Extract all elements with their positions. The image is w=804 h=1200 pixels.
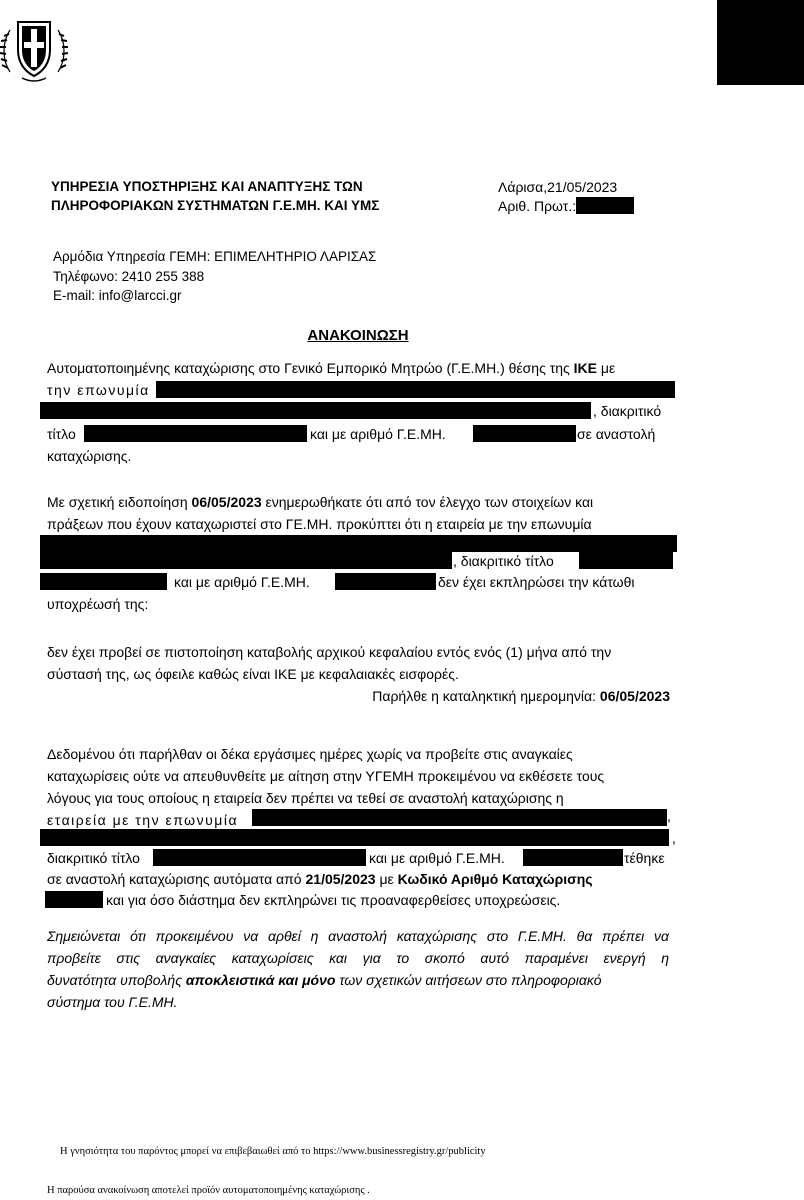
redacted-company-name-4 [40, 552, 452, 569]
para3-text-a: σε αναστολή καταχώρισης αυτόματα από [47, 871, 306, 887]
note-text-a: δυνατότητα υποβολής [47, 972, 186, 988]
redacted-distinctive-title-4 [153, 849, 366, 866]
para2-line2: πράξεων που έχουν καταχωριστεί στο ΓΕ.ΜΗ. προκύπτει ότι η εταιρεία με την επωνυμία [47, 516, 592, 532]
redacted-protocol-number [576, 197, 634, 214]
para1-gemi-label: και με αριθμό Γ.Ε.ΜΗ. [310, 426, 446, 442]
para3-text-c: με [375, 871, 398, 887]
redacted-company-name-2 [40, 402, 591, 419]
place-date: Λάρισα,21/05/2023 [498, 179, 618, 195]
redacted-distinctive-title-3 [40, 573, 167, 590]
para2-line5: υποχρέωσή της: [47, 596, 149, 612]
redacted-gemi-number-3 [523, 849, 623, 866]
para3-line2: καταχωρίσεις ούτε να απευθυνθείτε με αίτηση στην ΥΓΕΜΗ προκειμένου να εκθέσετε τους [47, 768, 605, 784]
deadline-date: 06/05/2023 [599, 688, 670, 704]
deadline-line [372, 686, 670, 706]
suspension-date: 21/05/2023 [305, 871, 376, 887]
note-line3 [47, 970, 602, 990]
phone: Τηλέφωνο: 2410 255 388 [53, 269, 205, 284]
obligation-line1: δεν έχει προβεί σε πιστοποίηση καταβολής αρχικού κεφαλαίου εντός ενός (1) μήνα από την [47, 644, 612, 660]
redacted-gemi-number-1 [473, 425, 576, 442]
para3-comma-1: , [667, 808, 671, 824]
obligation-line2: σύστασή της, ως όφειλε καθώς είναι ΙΚΕ με κεφαλαιακές εισφορές. [47, 666, 459, 682]
redacted-company-name-5 [252, 809, 667, 826]
redacted-registration-code [45, 891, 103, 908]
para1-text-a: Αυτοματοποιημένης καταχώρισης στο Γενικό Εμπορικό Μητρώο (Γ.Ε.ΜΗ.) θέσης της [47, 360, 574, 376]
para2-gemi-label: και με αριθμό Γ.Ε.ΜΗ. [174, 574, 310, 590]
para3-line3: λόγους για τους οποίους η εταιρεία δεν πρέπει να τεθεί σε αναστολή καταχώρισης η [47, 790, 564, 806]
para3-title-label: διακριτικό τίτλο [47, 850, 140, 866]
para3-line8: και για όσο διάστημα δεν εκπληρώνει τις προαναφερθείσες υποχρεώσεις. [106, 892, 561, 908]
note-text-c: των σχετικών αιτήσεων στο πληροφοριακό [335, 972, 602, 988]
redacted-company-name-1 [156, 381, 675, 398]
para3-comma-2: , [672, 830, 676, 846]
para1-line3: , διακριτικό [593, 403, 662, 419]
para2-text-c: ενημερωθήκατε ότι από τον έλεγχο των στοιχείων και [261, 494, 594, 510]
para2-line1 [47, 492, 593, 512]
footer-verify: Η γνησιότητα του παρόντος μπορεί να επιβεβαιωθεί από το https://www.businessregistry.gr/publicity [60, 1146, 486, 1157]
para1-line1 [47, 358, 615, 378]
service-name-line1: ΥΠΗΡΕΣΙΑ ΥΠΟΣΤΗΡΙΞΗΣ ΚΑΙ ΑΝΑΠΤΥΞΗΣ ΤΩΝ [51, 179, 363, 194]
note-line2: προβείτε στις αναγκαίες καταχωρίσεις και για το σκοπό αυτό παραμένει ενεργή η [47, 950, 669, 966]
para3-line1: Δεδομένου ότι παρήλθαν οι δέκα εργάσιμες ημέρες χωρίς να προβείτε στις αναγκαίες [47, 746, 573, 762]
para2-line3: , διακριτικό τίτλο [453, 553, 554, 569]
note-line1: Σημειώνεται ότι προκειμένου να αρθεί η αναστολή καταχώρισης στο Γ.Ε.ΜΗ. θα πρέπει να [47, 928, 669, 944]
para1-suspension: σε αναστολή [577, 426, 656, 442]
para3-gemi-label: και με αριθμό Γ.Ε.ΜΗ. [369, 850, 505, 866]
redacted-distinctive-title-2 [579, 552, 673, 569]
redacted-stamp-area [717, 0, 804, 85]
note-exclusively: αποκλειστικά και μόνο [185, 972, 336, 988]
para1-text-c: με [597, 360, 616, 376]
note-line4: σύστημα του Γ.Ε.ΜΗ. [47, 994, 178, 1010]
protocol-label: Αριθ. Πρωτ.: [498, 198, 577, 214]
para3-line7 [47, 869, 593, 889]
competent-authority: Αρμόδια Υπηρεσία ΓΕΜΗ: ΕΠΙΜΕΛΗΤΗΡΙΟ ΛΑΡΙΣΑΣ [53, 249, 377, 264]
deadline-label: Παρήλθε η καταληκτική ημερομηνία: [372, 688, 600, 704]
para2-text-a: Με σχετική ειδοποίηση [47, 494, 192, 510]
redacted-gemi-number-2 [335, 573, 436, 590]
para1-title-label: τίτλο [47, 426, 76, 442]
para3-line4: εταιρεία με την επωνυμία [47, 812, 239, 828]
para2-not-fulfilled: δεν έχει εκπληρώσει την κάτωθι [438, 574, 635, 590]
para1-ike: ΙΚΕ [573, 360, 598, 376]
registration-code-label: Κωδικό Αριθμό Καταχώρισης [397, 871, 593, 887]
para1-line2: την επωνυμία [47, 382, 150, 398]
service-name-line2: ΠΛΗΡΟΦΟΡΙΑΚΩΝ ΣΥΣΤΗΜΑΤΩΝ Γ.Ε.ΜΗ. ΚΑΙ ΥΜΣ [51, 198, 380, 213]
para2-notice-date: 06/05/2023 [191, 494, 262, 510]
footer-auto: Η παρούσα ανακοίνωση αποτελεί προϊόν αυτοματοποιημένης καταχώρισης . [47, 1185, 370, 1196]
redacted-distinctive-title-1 [84, 425, 307, 442]
greek-emblem-logo [0, 12, 68, 84]
page-title: ΑΝΑΚΟΙΝΩΣΗ [307, 327, 409, 344]
email: E-mail: info@larcci.gr [53, 288, 182, 303]
redacted-company-name-3 [40, 535, 677, 552]
para1-line5: καταχώρισης. [47, 448, 132, 464]
redacted-company-name-6 [40, 829, 669, 846]
para3-placed: τέθηκε [624, 850, 665, 866]
